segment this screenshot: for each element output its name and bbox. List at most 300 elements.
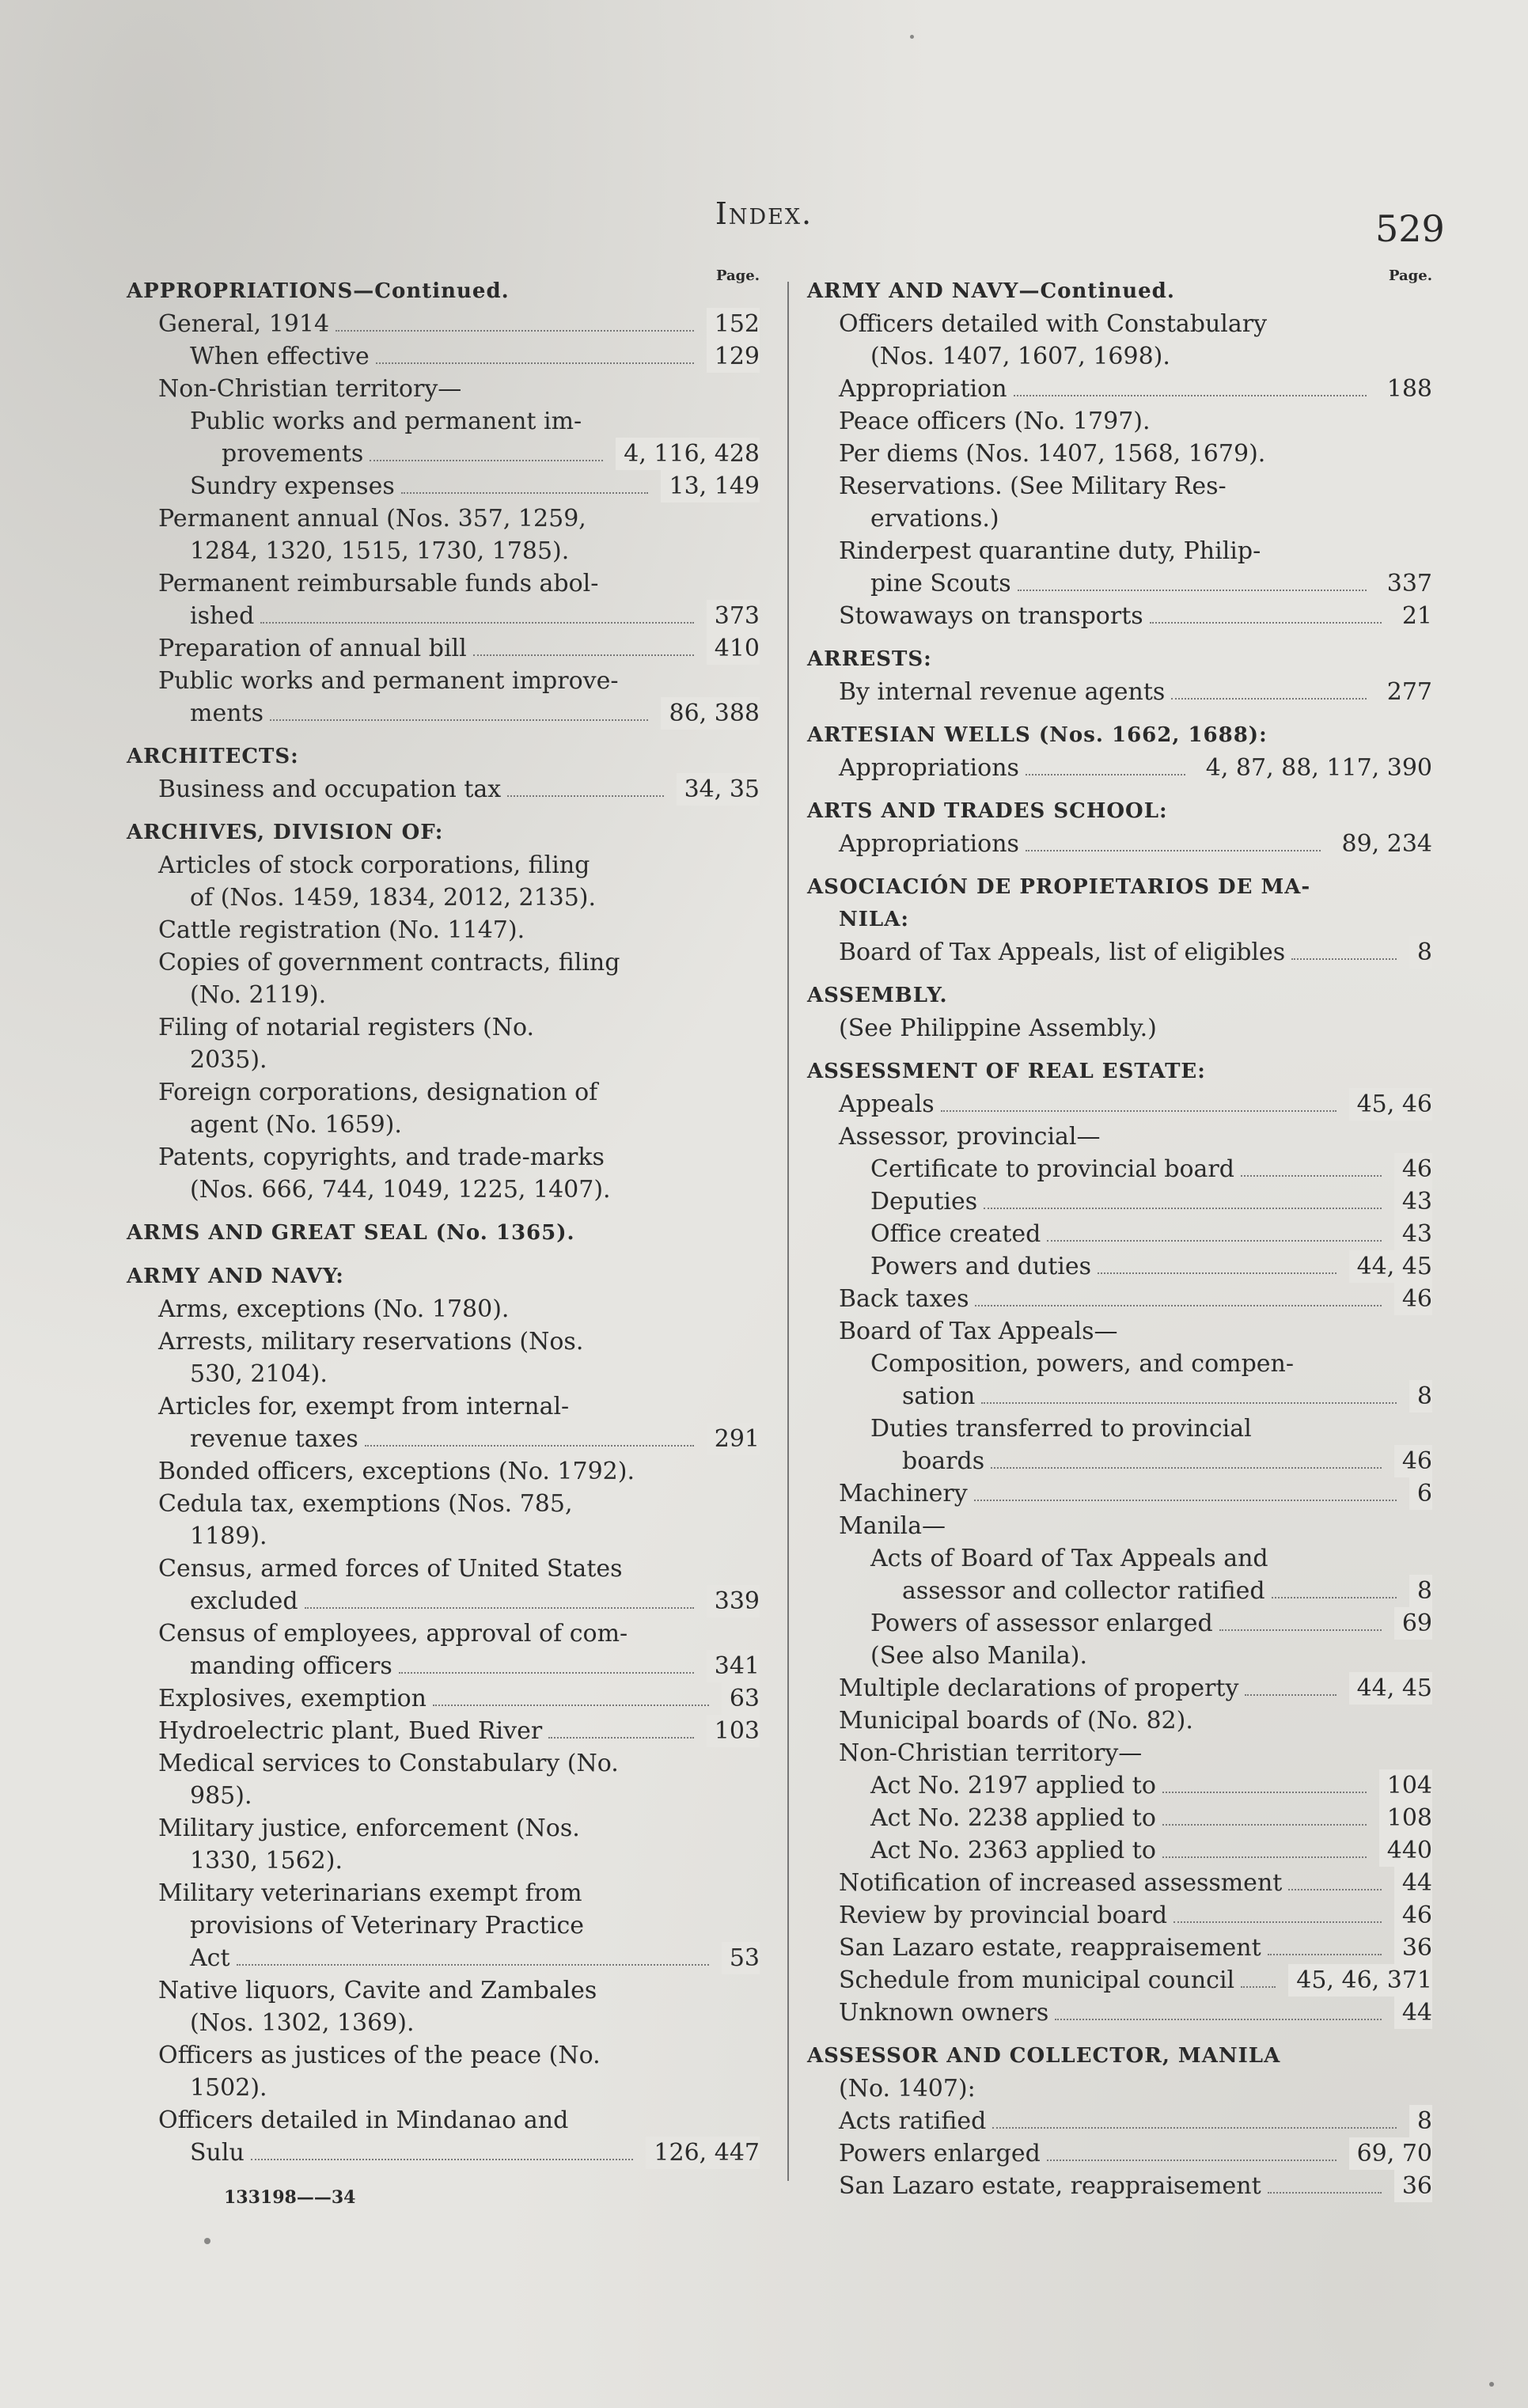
index-entry bbox=[127, 470, 760, 502]
index-entry bbox=[807, 1380, 1432, 1413]
index-entry-text: Copies of government contracts, filing bbox=[158, 949, 620, 976]
index-entry-text: Deputies bbox=[870, 1188, 978, 1215]
index-entry-text: General, 1914 bbox=[158, 310, 330, 338]
index-entry bbox=[807, 1283, 1432, 1315]
index-page-reference: 43 bbox=[1394, 1185, 1432, 1218]
index-entry-text: Act bbox=[190, 1944, 230, 1972]
index-entry bbox=[807, 1802, 1432, 1834]
index-entry bbox=[127, 665, 760, 697]
index-entry bbox=[807, 340, 1432, 373]
index-entry bbox=[127, 600, 760, 632]
page-column-heading: Page. bbox=[1388, 267, 1432, 284]
index-entry-text: Appropriations bbox=[839, 830, 1019, 858]
index-entry-text: Act No. 2363 applied to bbox=[870, 1837, 1156, 1864]
index-page-reference: 63 bbox=[722, 1682, 760, 1715]
index-entry-text: Act No. 2197 applied to bbox=[870, 1772, 1156, 1799]
index-entry-text: 1502). bbox=[190, 2074, 267, 2102]
dot-leader bbox=[1268, 2175, 1382, 2194]
dot-leader bbox=[399, 1655, 694, 1674]
index-heading bbox=[127, 817, 760, 849]
index-entry bbox=[807, 1834, 1432, 1867]
index-entry-text: Per diems (Nos. 1407, 1568, 1679). bbox=[839, 440, 1266, 468]
index-entry-text: (No. 2119). bbox=[190, 981, 327, 1009]
index-entry bbox=[127, 946, 760, 979]
index-entry bbox=[807, 1121, 1432, 1153]
index-entry bbox=[127, 882, 760, 914]
index-entry bbox=[127, 1682, 760, 1715]
index-entry-text: (See Philippine Assembly.) bbox=[839, 1014, 1157, 1042]
index-entry-text: agent (No. 1659). bbox=[190, 1111, 402, 1139]
dot-leader bbox=[365, 1428, 694, 1447]
index-entry bbox=[127, 1358, 760, 1390]
index-entry-text: Non-Christian territory— bbox=[839, 1739, 1143, 1767]
index-entry bbox=[807, 1607, 1432, 1640]
index-entry bbox=[127, 979, 760, 1011]
index-page-reference: 104 bbox=[1379, 1769, 1432, 1802]
index-entry-text: Manila— bbox=[839, 1512, 946, 1540]
dot-leader bbox=[1245, 1677, 1337, 1696]
index-entry bbox=[127, 535, 760, 567]
index-entry bbox=[807, 1510, 1432, 1542]
index-entry bbox=[807, 1088, 1432, 1121]
index-entry-text: Unknown owners bbox=[839, 1999, 1049, 2027]
index-entry-text: Arms, exceptions (No. 1780). bbox=[158, 1295, 510, 1323]
index-page-reference: 4, 116, 428 bbox=[616, 438, 760, 470]
index-entry bbox=[127, 1174, 760, 1206]
index-page-reference: 44, 45 bbox=[1349, 1672, 1432, 1705]
dot-leader bbox=[237, 1947, 709, 1966]
dot-leader bbox=[376, 345, 694, 364]
index-page-reference: 69, 70 bbox=[1349, 2137, 1432, 2170]
index-entry-text: Peace officers (No. 1797). bbox=[839, 408, 1151, 435]
index-entry-text: Assessor, provincial— bbox=[839, 1123, 1101, 1151]
dot-leader bbox=[305, 1590, 694, 1609]
scan-speck bbox=[204, 2238, 210, 2244]
index-entry bbox=[807, 1964, 1432, 1997]
page-title: Index. bbox=[715, 196, 813, 231]
index-heading bbox=[127, 1261, 760, 1293]
index-entry-text: Public works and permanent improve- bbox=[158, 667, 619, 695]
index-page-reference: 46 bbox=[1394, 1445, 1432, 1477]
index-entry-text: Machinery bbox=[839, 1480, 968, 1507]
index-entry-text: Articles of stock corporations, filing bbox=[158, 851, 590, 879]
index-entry bbox=[127, 405, 760, 438]
dot-leader bbox=[941, 1093, 1337, 1112]
dot-leader bbox=[1150, 605, 1382, 624]
index-entry-text: Act No. 2238 applied to bbox=[870, 1804, 1156, 1832]
index-entry-text: revenue taxes bbox=[190, 1425, 358, 1453]
index-entry-text: (Nos. 1302, 1369). bbox=[190, 2009, 415, 2037]
index-entry bbox=[807, 828, 1432, 860]
index-entry-text: Hydroelectric plant, Bued River bbox=[158, 1717, 543, 1745]
index-entry-text: (See also Manila). bbox=[870, 1642, 1088, 1670]
index-page-reference: 103 bbox=[707, 1715, 760, 1747]
index-heading bbox=[807, 2040, 1432, 2072]
index-column-right bbox=[807, 264, 1432, 2202]
index-page-reference: 21 bbox=[1394, 600, 1432, 632]
dot-leader bbox=[1268, 1936, 1382, 1955]
index-entry bbox=[127, 1715, 760, 1747]
dot-leader bbox=[1272, 1579, 1397, 1598]
index-entry-text: boards bbox=[902, 1447, 985, 1475]
index-entry bbox=[127, 2072, 760, 2104]
index-entry bbox=[127, 632, 760, 665]
index-entry-text: ASSESSMENT OF REAL ESTATE: bbox=[807, 1060, 1206, 1083]
index-heading bbox=[127, 741, 760, 773]
index-entry bbox=[807, 567, 1432, 600]
index-entry-text: San Lazaro estate, reappraisement bbox=[839, 1934, 1261, 1962]
index-page-reference: 291 bbox=[707, 1423, 760, 1455]
index-entry-text: Schedule from municipal council bbox=[839, 1966, 1235, 1994]
index-entry-text: 2035). bbox=[190, 1046, 267, 1074]
index-entry bbox=[807, 1348, 1432, 1380]
index-entry-text: ARCHIVES, DIVISION OF: bbox=[127, 821, 444, 844]
index-entry bbox=[807, 1477, 1432, 1510]
index-entry-text: By internal revenue agents bbox=[839, 678, 1166, 706]
index-entry-text: Business and occupation tax bbox=[158, 775, 502, 803]
dot-leader bbox=[507, 778, 664, 797]
dot-leader bbox=[1014, 377, 1367, 396]
index-page-reference: 129 bbox=[707, 340, 760, 373]
index-entry bbox=[807, 373, 1432, 405]
index-page-reference: 126, 447 bbox=[646, 2137, 760, 2169]
index-entry bbox=[127, 1455, 760, 1488]
index-entry bbox=[807, 2105, 1432, 2137]
index-page-reference: 44 bbox=[1394, 1997, 1432, 2029]
index-entry-text: Preparation of annual bill bbox=[158, 635, 467, 662]
index-entry bbox=[127, 1877, 760, 1909]
index-entry-text: Powers enlarged bbox=[839, 2140, 1041, 2167]
index-entry-text: pine Scouts bbox=[870, 570, 1011, 597]
index-entry bbox=[127, 2104, 760, 2137]
index-entry-text: Sundry expenses bbox=[190, 472, 395, 500]
index-page-reference: 188 bbox=[1379, 373, 1432, 405]
index-entry-text: Officers detailed with Constabulary bbox=[839, 310, 1268, 338]
index-page-reference: 86, 388 bbox=[661, 697, 760, 730]
index-entry-text: ervations.) bbox=[870, 505, 999, 533]
index-heading bbox=[807, 1056, 1432, 1088]
index-entry bbox=[127, 1942, 760, 1974]
index-entry bbox=[127, 1076, 760, 1109]
index-entry bbox=[807, 405, 1432, 438]
index-entry-text: Rinderpest quarantine duty, Philip- bbox=[839, 537, 1261, 565]
index-entry bbox=[127, 502, 760, 535]
index-page-reference: 8 bbox=[1409, 1575, 1432, 1607]
index-entry-text: Permanent reimbursable funds abol- bbox=[158, 570, 599, 597]
index-page-reference: 373 bbox=[707, 600, 760, 632]
index-entry-text: Officers as justices of the peace (No. bbox=[158, 2042, 601, 2069]
dot-leader bbox=[1018, 572, 1367, 591]
dot-leader bbox=[401, 475, 648, 494]
index-entry bbox=[807, 1413, 1432, 1445]
index-entry bbox=[127, 438, 760, 470]
index-entry bbox=[127, 1044, 760, 1076]
index-entry bbox=[127, 1553, 760, 1585]
index-entry bbox=[807, 1542, 1432, 1575]
index-entry-text: Census, armed forces of United States bbox=[158, 1555, 623, 1583]
dot-leader bbox=[1026, 832, 1321, 851]
index-page-reference: 410 bbox=[707, 632, 760, 665]
index-page-reference: 45, 46 bbox=[1349, 1088, 1432, 1121]
index-entry bbox=[127, 1325, 760, 1358]
index-entry-text: APPROPRIATIONS—Continued. bbox=[127, 279, 510, 303]
index-entry bbox=[807, 1153, 1432, 1185]
index-entry bbox=[807, 1769, 1432, 1802]
index-page-reference: 34, 35 bbox=[677, 773, 760, 806]
index-entry bbox=[127, 1974, 760, 2007]
index-page-reference: 108 bbox=[1379, 1802, 1432, 1834]
dot-leader bbox=[1026, 757, 1185, 775]
index-page-reference: 337 bbox=[1379, 567, 1432, 600]
index-page-reference: 69 bbox=[1394, 1607, 1432, 1640]
index-page-reference: 6 bbox=[1409, 1477, 1432, 1510]
index-entry-text: 1284, 1320, 1515, 1730, 1785). bbox=[190, 537, 570, 565]
index-entry-text: ASOCIACIÓN DE PROPIETARIOS DE MA- bbox=[807, 875, 1311, 899]
scan-speck bbox=[1489, 2382, 1494, 2387]
index-entry bbox=[127, 1812, 760, 1845]
index-entry bbox=[807, 1737, 1432, 1769]
index-entry bbox=[127, 1617, 760, 1650]
index-entry-text: Military justice, enforcement (Nos. bbox=[158, 1815, 580, 1842]
index-entry-text: 530, 2104). bbox=[190, 1360, 328, 1388]
index-entry-text: (Nos. 1407, 1607, 1698). bbox=[870, 343, 1170, 370]
index-entry-text: Appeals bbox=[839, 1090, 935, 1118]
index-heading bbox=[807, 871, 1432, 904]
index-entry bbox=[807, 470, 1432, 502]
index-entry bbox=[127, 773, 760, 806]
index-entry-text: Military veterinarians exempt from bbox=[158, 1879, 582, 1907]
index-entry-text: ARTESIAN WELLS (Nos. 1662, 1688): bbox=[807, 723, 1268, 747]
index-entry bbox=[807, 936, 1432, 969]
index-page-reference: 44 bbox=[1394, 1867, 1432, 1899]
dot-leader bbox=[336, 313, 694, 332]
dot-leader bbox=[981, 1385, 1397, 1404]
dot-leader bbox=[1162, 1807, 1367, 1826]
index-entry-text: Census of employees, approval of com- bbox=[158, 1620, 628, 1648]
dot-leader bbox=[473, 637, 694, 656]
index-entry-text: ASSEMBLY. bbox=[807, 984, 948, 1007]
index-entry-text: Municipal boards of (No. 82). bbox=[839, 1707, 1193, 1735]
index-entry-text: Explosives, exemption bbox=[158, 1685, 427, 1712]
index-entry-text: Articles for, exempt from internal- bbox=[158, 1393, 570, 1420]
index-entry bbox=[807, 1218, 1432, 1250]
index-heading bbox=[807, 980, 1432, 1012]
index-entry-text: ments bbox=[190, 700, 264, 727]
index-entry bbox=[807, 1899, 1432, 1932]
index-entry-text: ARMY AND NAVY—Continued. bbox=[807, 279, 1175, 303]
index-entry-text: San Lazaro estate, reappraisement bbox=[839, 2172, 1261, 2200]
index-entry-text: Acts of Board of Tax Appeals and bbox=[870, 1545, 1268, 1572]
index-entry-text: Public works and permanent im- bbox=[190, 408, 582, 435]
column-divider bbox=[787, 282, 789, 2181]
index-entry-text: (No. 1407): bbox=[839, 2075, 976, 2103]
index-entry bbox=[127, 1141, 760, 1174]
page-column-heading: Page. bbox=[715, 267, 760, 284]
dot-leader bbox=[1288, 1871, 1382, 1890]
index-entry-text: ARCHITECTS: bbox=[127, 745, 299, 768]
index-entry-text: Board of Tax Appeals— bbox=[839, 1318, 1118, 1345]
index-page-reference: 8 bbox=[1409, 1380, 1432, 1413]
dot-leader bbox=[1241, 1158, 1382, 1177]
index-heading bbox=[807, 719, 1432, 752]
dot-leader bbox=[1241, 1969, 1276, 1988]
index-entry bbox=[127, 914, 760, 946]
index-page-reference: 341 bbox=[707, 1650, 760, 1682]
index-entry-text: Back taxes bbox=[839, 1285, 969, 1313]
index-entry bbox=[127, 1390, 760, 1423]
index-entry-text: Duties transferred to provincial bbox=[870, 1415, 1252, 1443]
index-entry bbox=[127, 567, 760, 600]
index-entry bbox=[127, 1585, 760, 1617]
index-page-reference: 8 bbox=[1409, 2105, 1432, 2137]
dot-leader bbox=[1291, 941, 1397, 960]
index-entry bbox=[807, 1250, 1432, 1283]
dot-leader bbox=[1047, 1223, 1382, 1242]
dot-leader bbox=[548, 1720, 694, 1739]
dot-leader bbox=[1162, 1774, 1367, 1793]
index-entry-text: 1189). bbox=[190, 1523, 267, 1550]
index-entry-text: Notification of increased assessment bbox=[839, 1869, 1283, 1897]
dot-leader bbox=[975, 1287, 1382, 1306]
index-entry-text: of (Nos. 1459, 1834, 2012, 2135). bbox=[190, 884, 597, 912]
index-entry-text: assessor and collector ratified bbox=[902, 1577, 1265, 1605]
index-page-reference: 45, 46, 371 bbox=[1288, 1964, 1432, 1997]
index-entry bbox=[127, 1780, 760, 1812]
index-entry-text: ARMY AND NAVY: bbox=[127, 1265, 344, 1288]
index-entry-text: Powers of assessor enlarged bbox=[870, 1610, 1213, 1637]
index-entry-text: Filing of notarial registers (No. bbox=[158, 1014, 535, 1041]
index-entry bbox=[807, 1575, 1432, 1607]
index-page-reference: 277 bbox=[1379, 676, 1432, 708]
index-entry bbox=[127, 1423, 760, 1455]
index-page-reference: 4, 87, 88, 117, 390 bbox=[1198, 752, 1432, 784]
index-entry-text: Board of Tax Appeals, list of eligibles bbox=[839, 939, 1286, 966]
index-entry bbox=[127, 1293, 760, 1325]
index-entry-text: Sulu bbox=[190, 2139, 245, 2167]
index-entry-text: ARRESTS: bbox=[807, 647, 932, 671]
index-entry bbox=[807, 1705, 1432, 1737]
index-entry bbox=[807, 502, 1432, 535]
index-entry-text: Bonded officers, exceptions (No. 1792). bbox=[158, 1458, 635, 1485]
dot-leader bbox=[992, 2110, 1397, 2129]
index-heading bbox=[807, 275, 1432, 308]
index-entry-text: Cedula tax, exemptions (Nos. 785, bbox=[158, 1490, 573, 1518]
dot-leader bbox=[270, 702, 648, 721]
index-entry bbox=[127, 1650, 760, 1682]
index-page-reference: 8 bbox=[1409, 936, 1432, 969]
index-entry-text: Appropriations bbox=[839, 754, 1019, 782]
index-entry-text: Acts ratified bbox=[839, 2107, 987, 2135]
index-column-left bbox=[127, 264, 760, 2169]
dot-leader bbox=[433, 1687, 709, 1706]
index-entry bbox=[807, 1012, 1432, 1045]
index-page-reference: 43 bbox=[1394, 1218, 1432, 1250]
index-entry bbox=[807, 535, 1432, 567]
index-entry bbox=[127, 1909, 760, 1942]
dot-leader bbox=[260, 605, 694, 624]
index-entry-text: ASSESSOR AND COLLECTOR, MANILA bbox=[807, 2044, 1281, 2068]
signature-mark: 133198——34 bbox=[224, 2187, 356, 2208]
index-page-reference: 13, 149 bbox=[661, 470, 760, 502]
index-entry-text: 1330, 1562). bbox=[190, 1847, 343, 1875]
index-entry-text: (Nos. 666, 744, 1049, 1225, 1407). bbox=[190, 1176, 611, 1204]
index-entry bbox=[127, 1747, 760, 1780]
index-page-reference: 46 bbox=[1394, 1153, 1432, 1185]
index-entry-text: Multiple declarations of property bbox=[839, 1674, 1239, 1702]
index-entry bbox=[807, 676, 1432, 708]
index-entry-text: Reservations. (See Military Res- bbox=[839, 472, 1227, 500]
index-entry bbox=[807, 2137, 1432, 2170]
index-entry-text: Permanent annual (Nos. 357, 1259, bbox=[158, 505, 586, 533]
index-entry bbox=[807, 1640, 1432, 1672]
index-entry bbox=[807, 1932, 1432, 1964]
index-entry bbox=[807, 1315, 1432, 1348]
index-entry bbox=[807, 1997, 1432, 2029]
dot-leader bbox=[370, 442, 603, 461]
index-entry bbox=[807, 752, 1432, 784]
index-heading bbox=[807, 904, 1432, 936]
index-entry-text: Composition, powers, and compen- bbox=[870, 1350, 1295, 1378]
index-entry-text: ARTS AND TRADES SCHOOL: bbox=[807, 799, 1168, 823]
index-entry bbox=[127, 849, 760, 882]
index-entry-text: Appropriation bbox=[839, 375, 1007, 403]
dot-leader bbox=[991, 1450, 1382, 1469]
index-entry bbox=[127, 1488, 760, 1520]
dot-leader bbox=[1055, 2001, 1382, 2020]
index-entry bbox=[807, 438, 1432, 470]
index-entry-text: provisions of Veterinary Practice bbox=[190, 1912, 585, 1940]
dot-leader bbox=[1171, 681, 1367, 700]
index-entry-text: Cattle registration (No. 1147). bbox=[158, 916, 525, 944]
index-entry bbox=[127, 697, 760, 730]
index-entry-text: sation bbox=[902, 1382, 976, 1410]
index-page-reference: 36 bbox=[1394, 1932, 1432, 1964]
index-heading bbox=[807, 795, 1432, 828]
index-heading bbox=[807, 643, 1432, 676]
dot-leader bbox=[974, 1482, 1397, 1501]
index-entry-text: Certificate to provincial board bbox=[870, 1155, 1234, 1183]
index-entry-text: ished bbox=[190, 602, 255, 630]
index-entry bbox=[127, 340, 760, 373]
index-entry bbox=[127, 1845, 760, 1877]
index-entry bbox=[127, 2137, 760, 2169]
index-entry-text: provements bbox=[222, 440, 364, 468]
index-entry bbox=[807, 2072, 1432, 2105]
index-entry-text: Review by provincial board bbox=[839, 1902, 1168, 1929]
index-entry bbox=[807, 600, 1432, 632]
index-entry-text: Native liquors, Cavite and Zambales bbox=[158, 1977, 597, 2004]
dot-leader bbox=[1098, 1255, 1337, 1274]
dot-leader bbox=[1162, 1839, 1367, 1858]
index-entry bbox=[127, 1011, 760, 1044]
index-entry-text: Office created bbox=[870, 1220, 1041, 1248]
index-entry bbox=[127, 1109, 760, 1141]
index-page-reference: 44, 45 bbox=[1349, 1250, 1432, 1283]
dot-leader bbox=[251, 2141, 633, 2160]
index-heading bbox=[127, 275, 760, 308]
index-page-reference: 152 bbox=[707, 308, 760, 340]
index-entry-text: Officers detailed in Mindanao and bbox=[158, 2107, 569, 2134]
dot-leader bbox=[984, 1190, 1382, 1209]
index-page-reference: 440 bbox=[1379, 1834, 1432, 1867]
index-entry-text: NILA: bbox=[839, 908, 909, 931]
index-entry-text: When effective bbox=[190, 343, 370, 370]
index-page-reference: 339 bbox=[707, 1585, 760, 1617]
index-entry bbox=[127, 308, 760, 340]
index-page-reference: 46 bbox=[1394, 1899, 1432, 1932]
index-entry-text: Stowaways on transports bbox=[839, 602, 1143, 630]
index-entry-text: Patents, copyrights, and trade-marks bbox=[158, 1143, 605, 1171]
